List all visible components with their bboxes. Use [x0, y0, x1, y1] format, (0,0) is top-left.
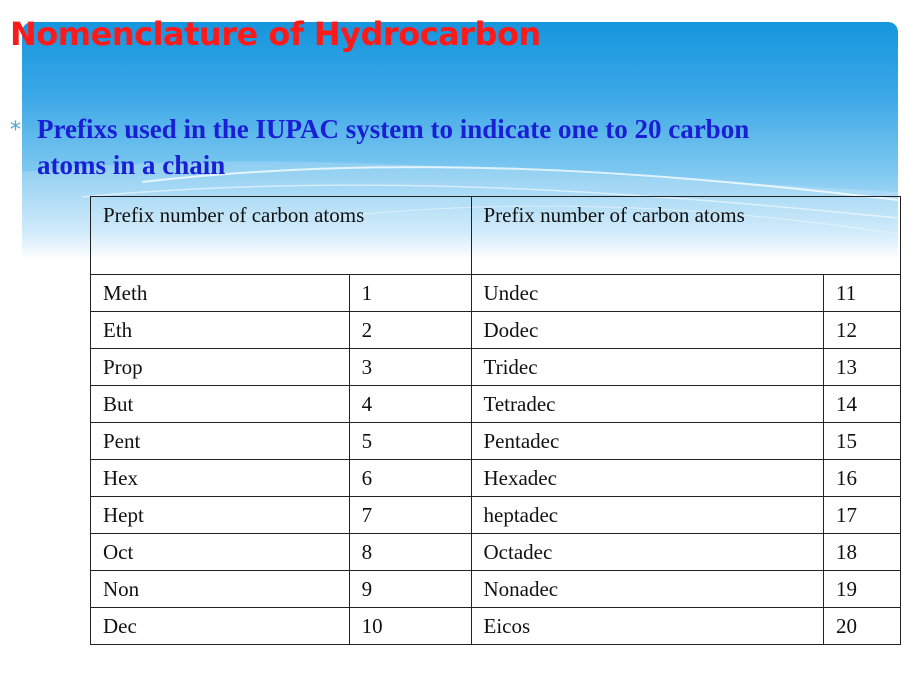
- carbon-count-cell: 13: [824, 349, 901, 386]
- table-row: [91, 497, 901, 534]
- carbon-count-cell: 16: [824, 460, 901, 497]
- carbon-count-cell: 19: [824, 571, 901, 608]
- prefix-cell: heptadec: [471, 497, 824, 534]
- carbon-count-cell: 14: [824, 386, 901, 423]
- table-row: [91, 608, 901, 645]
- carbon-count-cell: 3: [349, 349, 471, 386]
- carbon-count-cell: 5: [349, 423, 471, 460]
- carbon-count-cell: 18: [824, 534, 901, 571]
- table-header-left: Prefix number of carbon atoms: [91, 197, 472, 275]
- table-row: [91, 275, 901, 312]
- carbon-count-cell: 1: [349, 275, 471, 312]
- table-row: [91, 534, 901, 571]
- table-row: [91, 386, 901, 423]
- table-row: [91, 571, 901, 608]
- prefix-cell: Hept: [91, 497, 350, 534]
- bullet-icon: *: [10, 118, 21, 143]
- prefix-cell: Non: [91, 571, 350, 608]
- prefix-cell: But: [91, 386, 350, 423]
- table-row: [91, 349, 901, 386]
- carbon-count-cell: 8: [349, 534, 471, 571]
- prefix-cell: Undec: [471, 275, 824, 312]
- slide-title: Nomenclature of Hydrocarbon: [10, 15, 541, 53]
- table-header-right: Prefix number of carbon atoms: [471, 197, 901, 275]
- prefix-cell: Hex: [91, 460, 350, 497]
- prefix-cell: Eicos: [471, 608, 824, 645]
- prefix-cell: Tetradec: [471, 386, 824, 423]
- table-row: [91, 423, 901, 460]
- table-row: [91, 460, 901, 497]
- prefix-cell: Octadec: [471, 534, 824, 571]
- carbon-count-cell: 9: [349, 571, 471, 608]
- prefix-cell: Dec: [91, 608, 350, 645]
- prefix-cell: Prop: [91, 349, 350, 386]
- prefix-table: [90, 196, 901, 645]
- prefix-cell: Pent: [91, 423, 350, 460]
- prefix-cell: Oct: [91, 534, 350, 571]
- table-header-row: [91, 197, 901, 275]
- prefix-cell: Eth: [91, 312, 350, 349]
- slide-subtitle: [37, 111, 877, 183]
- prefix-cell: Pentadec: [471, 423, 824, 460]
- carbon-count-cell: 17: [824, 497, 901, 534]
- prefix-cell: Dodec: [471, 312, 824, 349]
- carbon-count-cell: 11: [824, 275, 901, 312]
- carbon-count-cell: 10: [349, 608, 471, 645]
- table-row: [91, 312, 901, 349]
- prefix-cell: Nonadec: [471, 571, 824, 608]
- prefix-cell: Tridec: [471, 349, 824, 386]
- subtitle-line-2: atoms in a chain: [37, 150, 226, 180]
- carbon-count-cell: 15: [824, 423, 901, 460]
- carbon-count-cell: 7: [349, 497, 471, 534]
- carbon-count-cell: 6: [349, 460, 471, 497]
- carbon-count-cell: 4: [349, 386, 471, 423]
- carbon-count-cell: 2: [349, 312, 471, 349]
- carbon-count-cell: 12: [824, 312, 901, 349]
- prefix-cell: Hexadec: [471, 460, 824, 497]
- prefix-cell: Meth: [91, 275, 350, 312]
- carbon-count-cell: 20: [824, 608, 901, 645]
- subtitle-line-1: Prefixs used in the IUPAC system to indicate one to 20 carbon: [37, 114, 750, 144]
